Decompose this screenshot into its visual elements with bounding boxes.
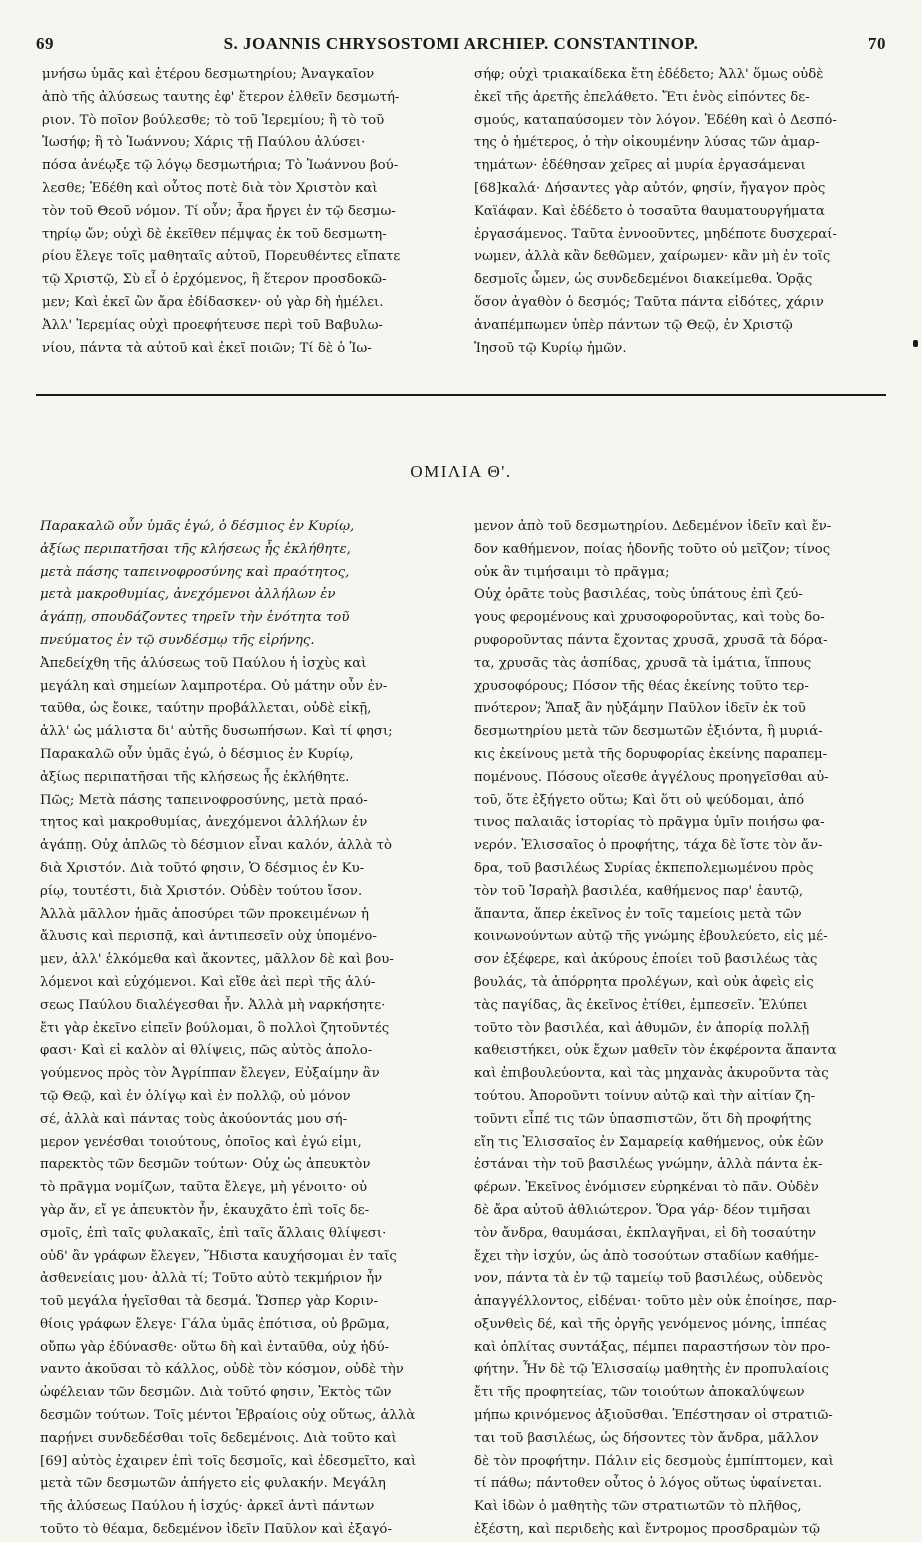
running-header: [36, 34, 886, 58]
homily-title: ΟΜΙΛΙΑ Θ'.: [410, 462, 512, 481]
text-line: τητος καὶ μακροθυμίας, ἀνεχόμενοι ἀλλήλων ἐν: [40, 815, 368, 831]
text-line: τὸν ἄνδρα, θαυμάσαι, ἐκπλαγῆναι, εἰ δὴ τοσαύτην: [474, 1225, 817, 1241]
text-line: ἀσθενείαις μου· ἀλλὰ τί; Τοῦτο αὐτὸ τεκμήριον ἦν: [40, 1271, 383, 1287]
text-line: θίοις γράφων ἔλεγε· Γάλα ὑμᾶς ἐπότισα, οὐ βρῶμα,: [40, 1316, 390, 1332]
text-line: Καϊάφαν. Καὶ ἐδέδετο ὁ τοσαῦτα θαυματουργήματα: [474, 203, 825, 219]
text-line: καὶ ὁπλίτας συντάξας, πέμπει παραστήσων τὸν προ-: [474, 1339, 831, 1355]
text-line: φασι· Καὶ εἰ καλὸν αἱ θλίψεις, πῶς αὐτὸς ἀπολο-: [40, 1043, 373, 1059]
text-line: Ἰησοῦ τῷ Κυρίῳ ἡμῶν.: [474, 340, 627, 356]
text-line: λεσθε; Ἐδέθη καὶ οὗτος ποτὲ διὰ τὸν Χριστὸν καὶ: [42, 180, 378, 196]
text-line: πνεύματος ἐν τῷ συνδέσμῳ τῆς εἰρήνης.: [40, 632, 315, 648]
text-line: παρεκτὸς τῶν δεσμῶν τούτων· Οὐχ ὡς ἀπευκτὸν: [40, 1157, 371, 1173]
text-line: Ἰωσήφ; ἢ τὸ Ἰωάννου; Χάρις τῇ Παύλου ἀλύσει·: [42, 135, 366, 151]
text-line: ταῦθα, ὡς ἔοικε, ταύτην προβάλλεται, οὐδὲ εἰκῇ,: [40, 701, 372, 717]
text-line: ἀναπέμπωμεν ὑπὲρ πάντων τῷ Θεῷ, ἐν Χριστῷ: [474, 317, 793, 333]
text-line: μετὰ μακροθυμίας, ἀνεχόμενοι ἀλλήλων ἐν: [40, 587, 336, 603]
text-line: νον, πάντα τὰ ἐν τῷ ταμείῳ τοῦ βασιλέως, οὐδενὸς: [474, 1271, 823, 1287]
text-line: πόσα ἀνέῳξε τῷ λόγῳ δεσμωτήρια; Τὸ Ἰωάννου βού-: [42, 158, 399, 174]
text-line: ἅπαντα, ἅπερ ἐκεῖνος ἐν τοῖς ταμείοις μετὰ τῶν: [474, 906, 802, 922]
text-line: τοῦ, ὅτε ἐξήγετο οὕτω; Καὶ ὅτι οὐ ψεύδομαι, ἀπό: [474, 792, 805, 808]
text-column-top-left: [42, 64, 462, 360]
text-line: Ἀλλὰ μᾶλλον ἡμᾶς ἀποσύρει τῶν προκειμένων ἡ: [40, 906, 369, 922]
text-line: ἐξέστη, καὶ περιδεὴς καὶ ἔντρομος προσδραμὼν τῷ: [474, 1522, 821, 1538]
text-line: ὠφέλειαν τῶν δεσμῶν. Διὰ τοῦτό φησιν, Ἐκτὸς τῶν: [40, 1385, 392, 1401]
text-line: μετὰ πάσης ταπεινοφροσύνης καὶ πραότητος,: [40, 564, 350, 580]
section-divider: [36, 394, 886, 396]
text-line: δὲ τὸν προφήτην. Πάλιν εἰς δεσμοὺς ἐμπίπτομεν, καὶ: [474, 1453, 834, 1469]
text-line: ρυφοροῦντας πάντα ἔχοντας χρυσᾶ, χρυσᾶ τὰ δόρα-: [474, 632, 828, 648]
text-line: μετὰ τῶν δεσμωτῶν ἀπήγετο εἰς φυλακήν. Μεγάλη: [40, 1476, 386, 1492]
text-line: οὐδ' ἂν γράφων ἔλεγεν, Ἥδιστα καυχήσομαι ἐν ταῖς: [40, 1248, 397, 1264]
text-line: Ἀπεδείχθη τῆς ἀλύσεως τοῦ Παύλου ἡ ἰσχὺς καὶ: [40, 655, 367, 671]
text-line: ἔτι γὰρ ἐκεῖνο εἰπεῖν βούλομαι, ὃ πολλοὶ ζητοῦντές: [40, 1020, 390, 1036]
text-line: τὰς παγίδας, ἃς ἐκεῖνος ἐτίθει, ἐμπεσεῖν. Ἐλύπει: [474, 997, 808, 1013]
text-line: γους φερομένους καὶ χρυσοφοροῦντας, καὶ τοὺς δο-: [474, 610, 825, 626]
text-line: χρυσοφόρους; Πόσον τῆς θέας ἐκείνης τοῦτο τερ-: [474, 678, 809, 694]
text-line: ἐκεῖ τῆς ἀρετῆς ἐπελάθετο. Ἔτι ἑνὸς εἰπόντες δε-: [474, 89, 810, 105]
text-line: φέρων. Ἐκεῖνος ἐνόμισεν εὑρηκέναι τὸ πᾶν. Οὐδὲν: [474, 1180, 819, 1196]
text-line: τοῦντι εἶπέ τις τῶν ὑπασπιστῶν, ὅτι δὴ προφήτης: [474, 1111, 812, 1127]
text-line: πομένους. Πόσους οἴεσθε ἀγγέλους προηγεῖσθαι αὐ-: [474, 769, 829, 785]
text-line: σήφ; οὐχὶ τριακαίδεκα ἔτη ἐδέδετο; Ἀλλ' ὅμως οὐδὲ: [474, 67, 824, 82]
text-line: ται τοῦ βασιλέως, ὡς δήσοντες τὸν ἄνδρα, μᾶλλον: [474, 1430, 819, 1446]
text-line: δεσμοῖς ὦμεν, ὡς συνδεδεμένοι διακείμεθα. Ὁρᾷς: [474, 272, 813, 288]
text-line: ἀξίως περιπατῆσαι τῆς κλήσεως ἧς ἐκλήθητε.: [40, 769, 350, 785]
text-line: σμούς, καταπαύσομεν τὸν λόγον. Ἐδέθη καὶ ὁ Δεσπό-: [474, 112, 837, 128]
text-column-bottom-left: [40, 516, 462, 1542]
text-line: νερόν. Ἐλισσαῖος ὁ προφήτης, τάχα δὲ ἴστε τὸν ἄν-: [474, 838, 823, 854]
text-line: ἀλλ' ὡς μάλιστα δι' αὐτῆς δυσωπήσων. Καὶ τί φησι;: [40, 724, 393, 740]
text-line: Παρακαλῶ οὖν ὑμᾶς ἐγώ, ὁ δέσμιος ἐν Κυρίῳ,: [40, 519, 355, 534]
text-line: οὐκ ἂν τιμήσαιμι τὸ πρᾶγμα;: [474, 564, 670, 580]
text-line: Παρακαλῶ οὖν ὑμᾶς ἐγώ, ὁ δέσμιος ἐν Κυρίῳ,: [40, 746, 354, 762]
text-line: ἀγάπῃ. Οὐχ ἁπλῶς τὸ δέσμιον εἶναι καλόν, ἀλλὰ τὸ: [40, 838, 392, 854]
text-line: δεσμῶν τούτων. Τοῖς μέντοι Ἑβραίοις οὐχ οὕτως, ἀλλὰ: [40, 1408, 416, 1424]
page-number-left: 69: [36, 34, 54, 53]
text-line: μήπω κρινόμενος ἀξιοῦσθαι. Ἐπέστησαν οἱ στρατιῶ-: [474, 1408, 833, 1424]
text-line: λόμενοι καὶ εὐχόμενοι. Καὶ εἴθε ἀεὶ περὶ τῆς ἁλύ-: [40, 974, 376, 990]
text-line: τοῦ μεγάλα ἡγεῖσθαι τὰ δεσμά. Ὥσπερ γὰρ Κοριν-: [40, 1294, 379, 1310]
text-line: μεν, ἀλλ' ἑλκόμεθα καὶ ἄκοντες, μᾶλλον δὲ καὶ βου-: [40, 952, 394, 968]
text-line: ἐστάναι τὴν τοῦ βασιλέως γνώμην, ἀλλὰ πάντα ἐκ-: [474, 1157, 823, 1173]
text-line: δον καθήμενον, ποίας ἡδονῆς τοῦτο οὐ μεῖζον; τίνος: [474, 541, 831, 557]
text-line: τῆς ἀλύσεως Παύλου ἡ ἰσχύς· ἀρκεῖ ἀντὶ πάντων: [40, 1499, 375, 1515]
text-line: βουλάς, τὰ ἀπόρρητα προλέγων, καὶ οὐκ ἀφεὶς εἰς: [474, 974, 814, 990]
text-line: ἔχει τὴν ἰσχύν, ὡς ἀπὸ τοσούτων σταδίων καθήμε-: [474, 1248, 819, 1264]
running-title: S. JOANNIS CHRYSOSTOMI ARCHIEP. CONSTANTINOP.: [223, 34, 699, 53]
text-line: ἀπὸ τῆς ἀλύσεως ταυτης ἐφ' ἕτερον ἐλθεῖν δεσμωτή-: [42, 89, 400, 105]
text-line: ἀξίως περιπατῆσαι τῆς κλήσεως ἧς ἐκλήθητε,: [40, 541, 351, 557]
text-line: ἀπαγγέλλοντος, εἰδέναι· τοῦτο μὲν οὐκ ἐποίησε, παρ-: [474, 1294, 837, 1310]
text-column-top-right: [474, 64, 884, 360]
text-line: τὸν τοῦ Ἰσραὴλ βασιλέα, καθήμενος παρ' ἑαυτῷ,: [474, 883, 804, 899]
text-line: τινος παλαιᾶς ἱστορίας τὸ πρᾶγμα ὑμῖν ποιήσω φα-: [474, 815, 825, 831]
text-line: τηρίῳ ὤν; οὐχὶ δὲ ἐκεῖθεν πέμψας ἐκ τοῦ δεσμωτη-: [42, 226, 387, 242]
text-line: μεγάλη καὶ σημείων λαμπροτέρα. Οὐ μάτην οὖν ἐν-: [40, 678, 388, 694]
text-line: καὶ ἐπιβουλεύοντα, καὶ τὰς μηχανὰς ἀκυροῦντα τὰς: [474, 1066, 829, 1082]
text-line: οξυνθεὶς δέ, καὶ τῆς ὀργῆς γενόμενος μόνης, ἱππέας: [474, 1316, 827, 1332]
text-line: ρίου ἔλεγε τοῖς μαθηταῖς αὐτοῦ, Πορευθέντες εἴπατε: [42, 249, 401, 265]
text-line: οὔπω γὰρ ἐδύνασθε· οὕτω δὴ καὶ ἐνταῦθα, οὐχ ἠδύ-: [40, 1339, 390, 1355]
text-line: τοῦτο τὸ θέαμα, δεδεμένον ἰδεῖν Παῦλον καὶ ἐξαγό-: [40, 1522, 392, 1538]
text-line: πνότερον; Ἅπαξ ἂν ηὐξάμην Παῦλον ἰδεῖν ἐκ τοῦ: [474, 701, 806, 717]
text-line: δὲ ἄρα αὐτοῦ ἀθλιώτερον. Ὅρα γάρ· δέον τιμῆσαι: [474, 1202, 811, 1218]
text-line: σον ἐξέφερε, καὶ ἀκύρους ἐποίει τοῦ βασιλέως τὰς: [474, 952, 818, 968]
page-number-right: 70: [868, 34, 886, 53]
text-line: νίου, πάντα τὰ αὐτοῦ καὶ ἐκεῖ ποιῶν; Τί δὲ ὁ Ἰω-: [42, 340, 372, 356]
text-line: ἔτι τῆς προφητείας, τῶν τοιούτων ἀποκαλύψεων: [474, 1385, 805, 1401]
text-line: της ὁ ἡμέτερος, ὁ τὴν οἰκουμένην λύσας τῶν ἁμαρ-: [474, 135, 820, 151]
text-line: Πῶς; Μετὰ πάσης ταπεινοφροσύνης, μετὰ πραό-: [40, 792, 368, 808]
text-line: τα, χρυσᾶς τὰς ἀσπίδας, χρυσᾶ τὰ ἱμάτια, ἵππους: [474, 655, 812, 671]
text-line: ἄλυσις καὶ περισπᾷ, καὶ ἀντιπεσεῖν οὐχ ὑπομένο-: [40, 929, 377, 945]
text-line: τὸ πρᾶγμα νομίζων, ταῦτα ἔλεγε, μὴ γένοιτο· οὐ: [40, 1180, 368, 1196]
text-line: γὰρ ἄν, εἴ γε ἀπευκτὸν ἦν, ἐκαυχᾶτο ἐπὶ τοῖς δε-: [40, 1202, 370, 1218]
text-line: κις ἐκείνους μετὰ τῆς δορυφορίας ἐκείνης παραπεμ-: [474, 746, 828, 762]
text-line: ὅσον ἀγαθὸν ὁ δεσμός; Ταῦτα πάντα εἰδότες, χάριν: [474, 294, 824, 310]
text-line: τημάτων· ἐδέθησαν χεῖρες αἱ μυρία ἐργασάμεναι: [474, 158, 806, 174]
text-line: διὰ Χριστόν. Διὰ τοῦτό φησιν, Ὁ δέσμιος ἐν Κυ-: [40, 860, 365, 876]
text-line: δεσμωτηρίου μετὰ τῶν δεσμωτῶν ἐξιόντα, ἢ μυριά-: [474, 724, 823, 740]
text-line: [68]καλά· Δήσαντες γὰρ αὐτόν, φησίν, ἤγαγον πρὸς: [474, 180, 826, 196]
text-line: μερον γενέσθαι τοιούτους, ὁποῖος καὶ ἐγώ εἰμι,: [40, 1134, 362, 1150]
text-line: Οὐχ ὁρᾶτε τοὺς βασιλέας, τοὺς ὑπάτους ἐπὶ ζεύ-: [474, 587, 803, 603]
text-line: ἀγάπῃ, σπουδάζοντες τηρεῖν τὴν ἑνότητα τοῦ: [40, 610, 350, 626]
text-line: ρίῳ, τουτέστι, διὰ Χριστόν. Οὐδὲν τούτου ἴσον.: [40, 883, 363, 899]
text-line: μνήσω ὑμᾶς καὶ ἑτέρου δεσμωτηρίου; Ἀναγκαῖον: [42, 67, 375, 82]
text-line: ριον. Τὸ ποῖον βούλεσθε; τὸ τοῦ Ἱερεμίου; ἢ τὸ τοῦ: [42, 112, 385, 128]
text-line: κοινωνούντων αὐτῷ τῆς γνώμης ἐβουλεύετο, εἰς μέ-: [474, 929, 828, 945]
text-line: ἐργασάμενος. Ταῦτα ἐννοοῦντες, μηδέποτε δυσχεραί-: [474, 226, 837, 242]
text-line: τί πάθω; πάντοθεν οὗτος ὁ λόγος οὕτως ὑφαίνεται.: [474, 1476, 823, 1492]
text-line: εἴη τις Ἐλισσαῖος ἐν Σαμαρείᾳ καθήμενος, οὐκ ἐῶν: [474, 1134, 824, 1150]
text-line: τῷ Θεῷ, καὶ ἐν ὀλίγῳ καὶ ἐν πολλῷ, οὐ μόνον: [40, 1088, 351, 1104]
text-line: Ἀλλ' Ἱερεμίας οὐχὶ προεφήτευσε περὶ τοῦ Βαβυλω-: [42, 317, 383, 333]
margin-mark: [913, 340, 918, 347]
text-line: τὸν τοῦ Θεοῦ νόμον. Τί οὖν; ἆρα ἤργει ἐν τῷ δεσμω-: [42, 203, 396, 219]
text-line: σέ, ἀλλὰ καὶ πάντας τοὺς ἀκούοντάς μου σή-: [40, 1111, 348, 1127]
text-line: τῷ Χριστῷ, Σὺ εἶ ὁ ἐρχόμενος, ἢ ἕτερον προσδοκῶ-: [42, 272, 387, 288]
text-line: φήτην. Ἦν δὲ τῷ Ἐλισσαίῳ μαθητὴς ἐν προπυλαίοις: [474, 1362, 829, 1378]
text-line: σμοῖς, ἐπὶ ταῖς φυλακαῖς, ἐπὶ ταῖς ἄλλαις θλίψεσι·: [40, 1225, 387, 1241]
text-line: τοῦτο τὸν βασιλέα, καὶ ἀθυμῶν, ἐν ἀπορίᾳ πολλῇ: [474, 1020, 810, 1036]
text-line: νωμεν, ἀλλὰ κἂν δεθῶμεν, χαίρωμεν· κἂν μὴ ἐν τοῖς: [474, 249, 831, 265]
text-line: μενον ἀπὸ τοῦ δεσμωτηρίου. Δεδεμένον ἰδεῖν καὶ ἔν-: [474, 519, 832, 534]
text-line: Καὶ ἰδὼν ὁ μαθητὴς τῶν στρατιωτῶν τὸ πλῆθος,: [474, 1499, 802, 1515]
text-line: παρῄνει συνδεδέσθαι τοῖς δεδεμένοις. Διὰ τοῦτο καὶ: [40, 1430, 397, 1446]
text-column-bottom-right: [474, 516, 886, 1542]
text-line: ναντο ἀκοῦσαι τὸ κάλλος, οὐδὲ τὸν κόσμον, οὐδὲ τὴν: [40, 1362, 404, 1378]
text-line: σεως Παύλου διαλέγεσθαι ἦν. Ἀλλὰ μὴ ναρκήσητε·: [40, 997, 386, 1013]
text-line: καθειστήκει, οὐκ ἔχων μαθεῖν τὸν ἐκφέροντα ἅπαντα: [474, 1043, 837, 1059]
text-line: τούτου. Ἀποροῦντι τοίνυν αὐτῷ καὶ τὴν αἰτίαν ζη-: [474, 1088, 816, 1104]
text-line: [69] αὐτὸς ἐχαιρεν ἐπὶ τοῖς δεσμοῖς, καὶ ἐδεσμεῖτο, καὶ: [40, 1453, 417, 1469]
text-line: δρα, τοῦ βασιλέως Συρίας ἐκπεπολεμωμένου πρὸς: [474, 860, 814, 876]
text-line: μεν; Καὶ ἐκεῖ ὢν ἄρα ἐδίδασκεν· οὐ γὰρ δὴ ἠμέλει.: [42, 294, 384, 310]
text-line: γούμενος πρὸς τὸν Ἀγρίππαν ἔλεγεν, Εὐξαίμην ἂν: [40, 1066, 380, 1082]
